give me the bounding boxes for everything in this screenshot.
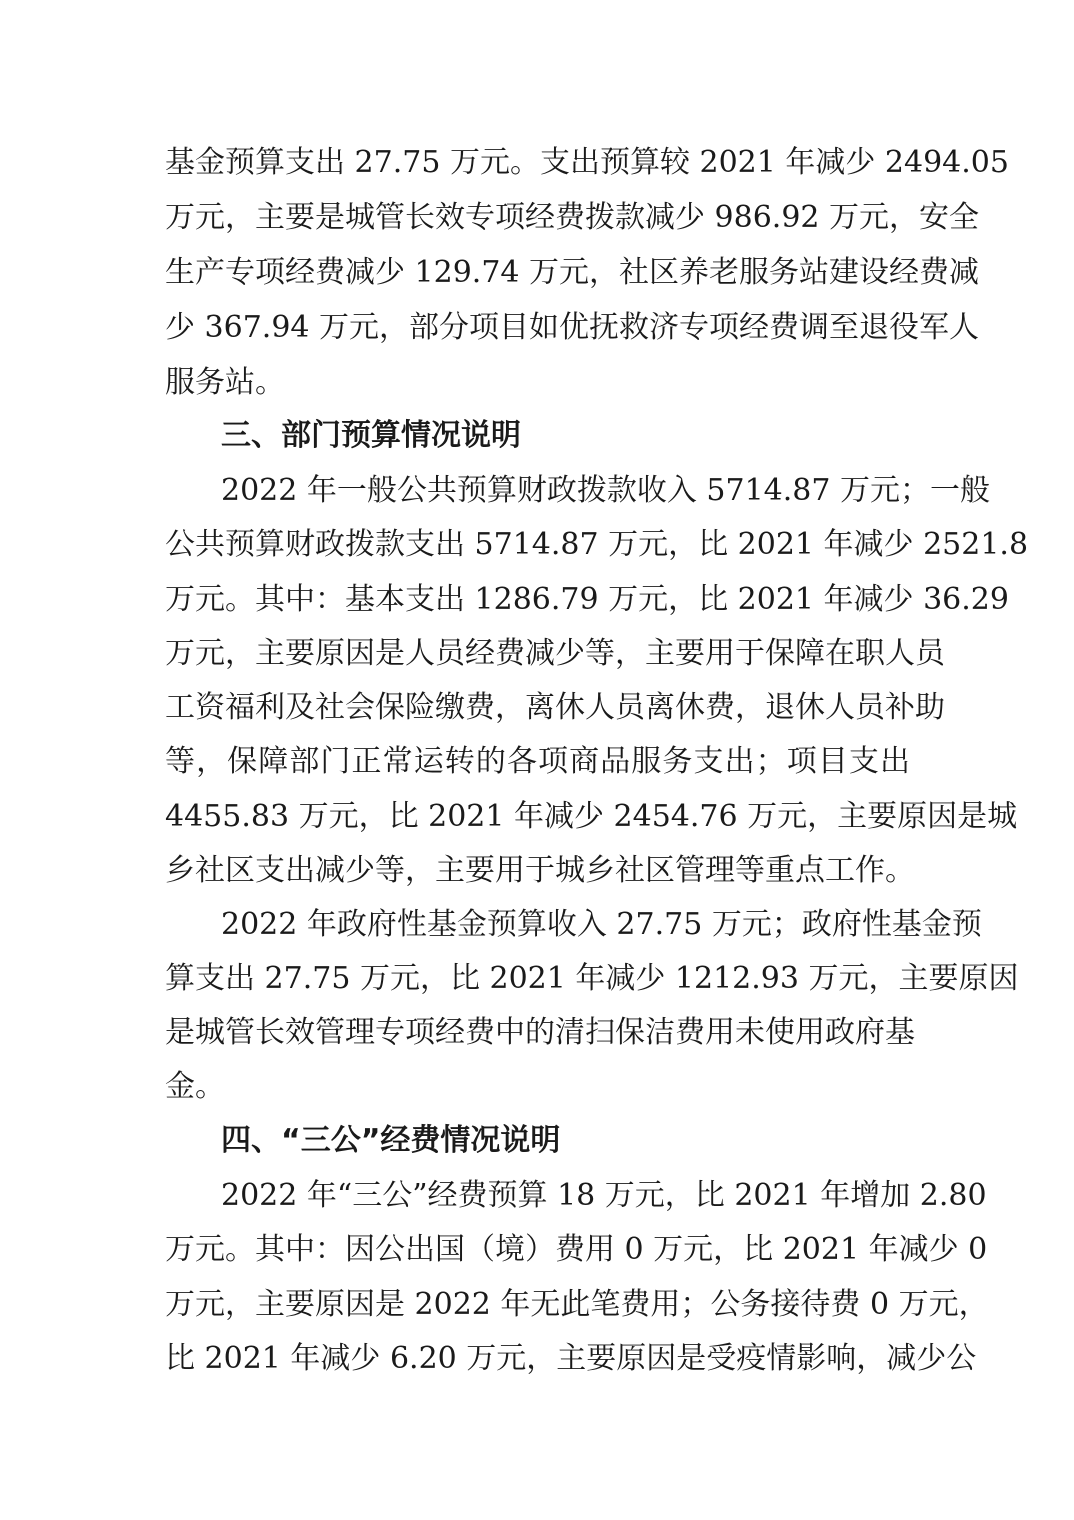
section-heading: 四、“三公”经费情况说明	[221, 1123, 561, 1158]
text-line: 4455.83 万元，比 2021 年减少 2454.76 万元，主要原因是城	[165, 799, 1018, 834]
text-line: 是城管长效管理专项经费中的清扫保洁费用未使用政府基	[165, 1015, 915, 1050]
text-line: 2022 年“三公”经费预算 18 万元，比 2021 年增加 2.80	[221, 1178, 987, 1213]
text-line: 万元，主要是城管长效专项经费拨款减少 986.92 万元，安全	[165, 200, 980, 235]
text-line: 万元，主要原因是人员经费减少等，主要用于保障在职人员	[165, 636, 945, 671]
text-line: 基金预算支出 27.75 万元。支出预算较 2021 年减少 2494.05	[165, 145, 1009, 180]
text-line: 万元。其中：基本支出 1286.79 万元，比 2021 年减少 36.29	[165, 582, 1009, 617]
text-line: 万元。其中：因公出国（境）费用 0 万元，比 2021 年减少 0	[165, 1232, 988, 1267]
text-line: 少 367.94 万元，部分项目如优抚救济专项经费调至退役军人	[165, 310, 980, 345]
text-line: 2022 年一般公共预算财政拨款收入 5714.87 万元；一般	[221, 473, 991, 508]
text-line: 比 2021 年减少 6.20 万元，主要原因是受疫情影响，减少公	[165, 1341, 977, 1376]
section-heading: 三、部门预算情况说明	[221, 418, 521, 453]
text-line: 工资福利及社会保险缴费，离休人员离休费，退休人员补助	[165, 690, 945, 725]
text-line: 2022 年政府性基金预算收入 27.75 万元；政府性基金预	[221, 907, 982, 942]
text-line: 金。	[165, 1069, 225, 1104]
text-line: 服务站。	[165, 365, 285, 400]
text-line: 等，保障部门正常运转的各项商品服务支出；项目支出	[165, 744, 910, 779]
text-line: 算支出 27.75 万元，比 2021 年减少 1212.93 万元，主要原因	[165, 961, 1019, 996]
text-line: 万元，主要原因是 2022 年无此笔费用；公务接待费 0 万元，	[165, 1287, 989, 1322]
text-line: 生产专项经费减少 129.74 万元，社区养老服务站建设经费减	[165, 255, 980, 290]
text-line: 乡社区支出减少等，主要用于城乡社区管理等重点工作。	[165, 853, 915, 888]
text-line: 公共预算财政拨款支出 5714.87 万元，比 2021 年减少 2521.8	[165, 527, 1029, 562]
